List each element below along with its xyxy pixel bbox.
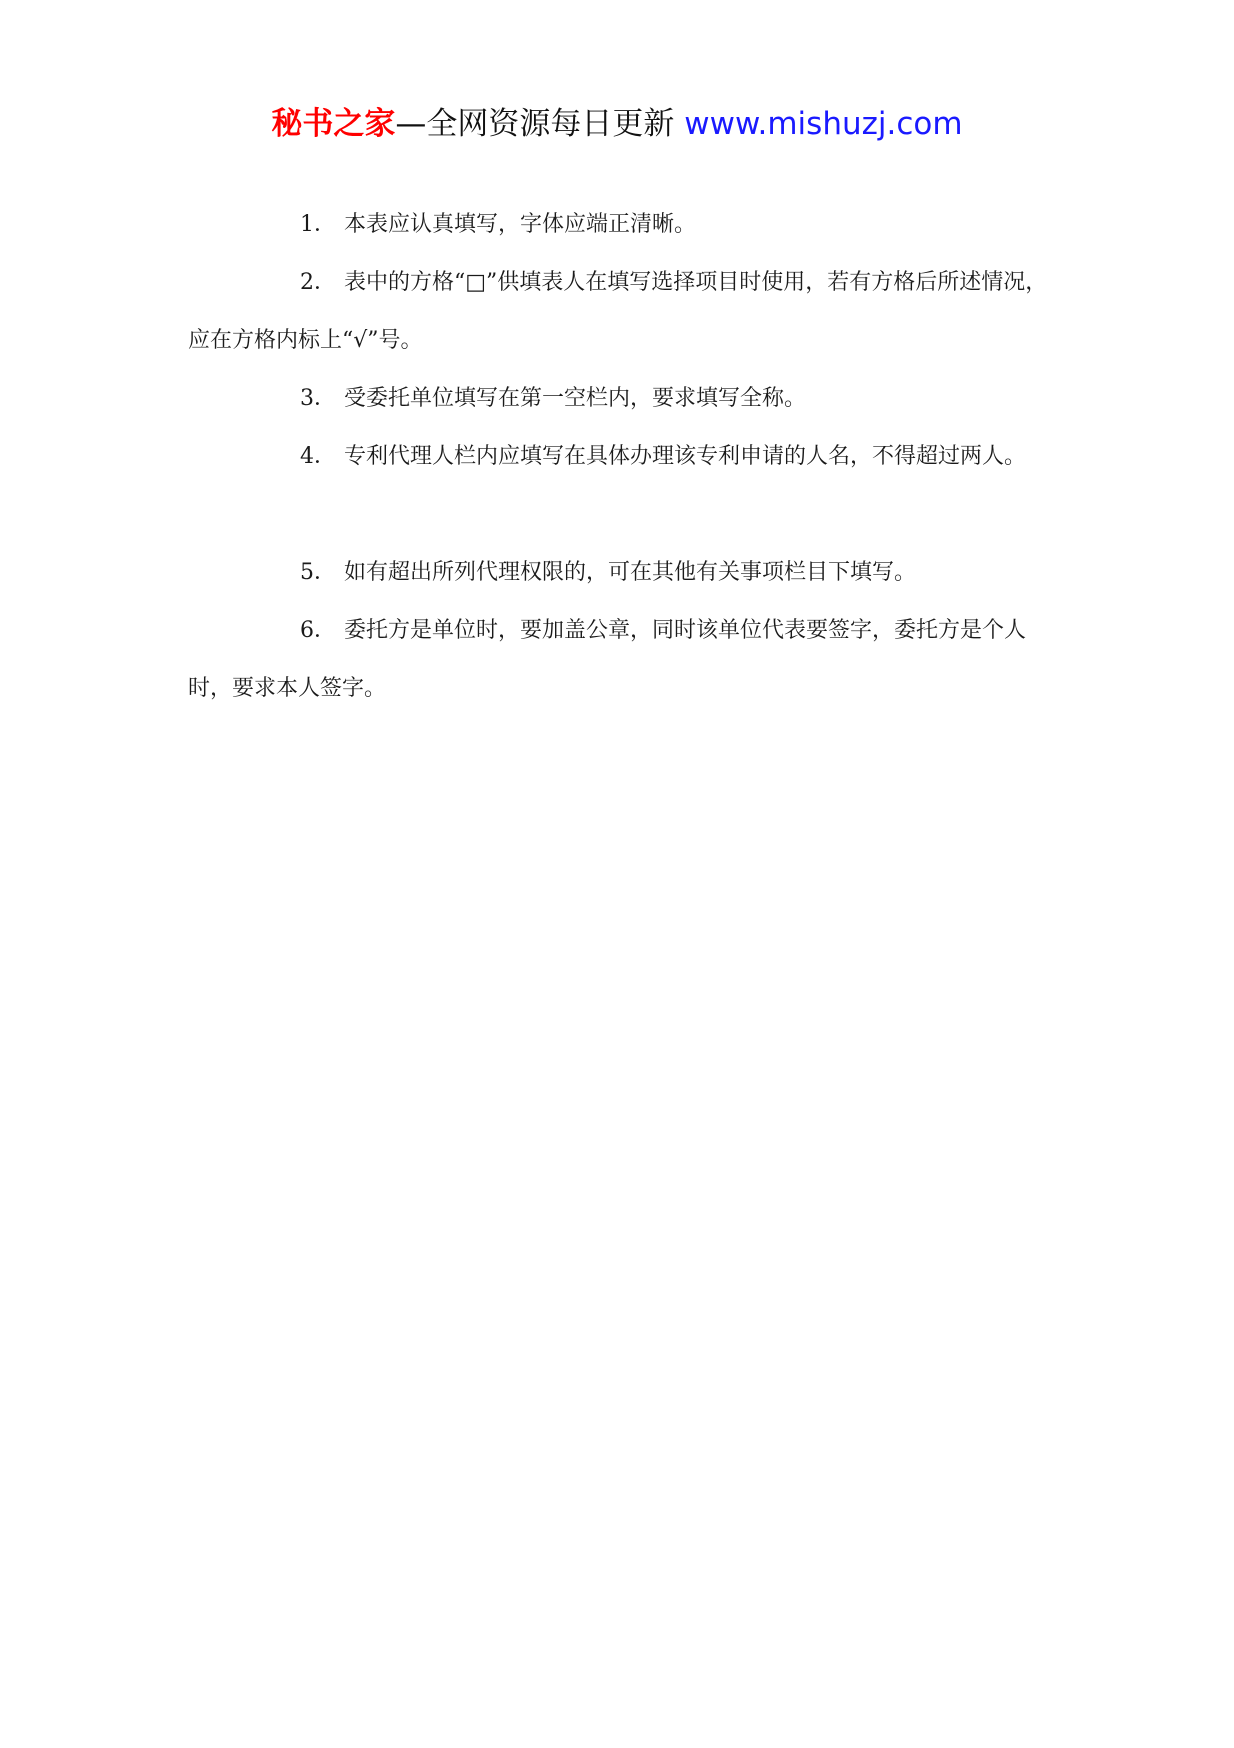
instruction-number: 5． bbox=[300, 560, 336, 585]
instruction-item bbox=[188, 254, 1048, 370]
instruction-item bbox=[188, 602, 1048, 718]
instruction-number: 1． bbox=[300, 212, 336, 237]
brand-name: 秘书之家 bbox=[271, 106, 396, 142]
instruction-text: 委托方是单位时，要加盖公章，同时该单位代表要签字，委托方是个人时，要求本人签字。 bbox=[188, 618, 1027, 701]
instruction-number: 6． bbox=[300, 618, 336, 643]
instruction-item bbox=[188, 196, 1048, 254]
instruction-text: 如有超出所列代理权限的，可在其他有关事项栏目下填写。 bbox=[344, 560, 917, 585]
instruction-number: 3． bbox=[300, 386, 336, 411]
instruction-item bbox=[188, 428, 1048, 486]
instruction-text: 受委托单位填写在第一空栏内，要求填写全称。 bbox=[344, 386, 807, 411]
instruction-number: 2． bbox=[300, 270, 336, 295]
instruction-text: 表中的方格“□”供填表人在填写选择项目时使用，若有方格后所述情况，应在方格内标上“√”号。 bbox=[188, 270, 1048, 353]
instruction-item bbox=[188, 544, 1048, 602]
instructions-body bbox=[188, 196, 1048, 718]
instruction-text: 专利代理人栏内应填写在具体办理该专利申请的人名，不得超过两人。 bbox=[344, 444, 1027, 469]
instruction-item bbox=[188, 370, 1048, 428]
header-slogan: —全网资源每日更新 bbox=[395, 106, 675, 142]
page-header bbox=[0, 100, 1234, 148]
site-url: www.mishuzj.com bbox=[684, 106, 963, 142]
instruction-number: 4． bbox=[300, 444, 336, 469]
instruction-text: 本表应认真填写，字体应端正清晰。 bbox=[344, 212, 697, 237]
